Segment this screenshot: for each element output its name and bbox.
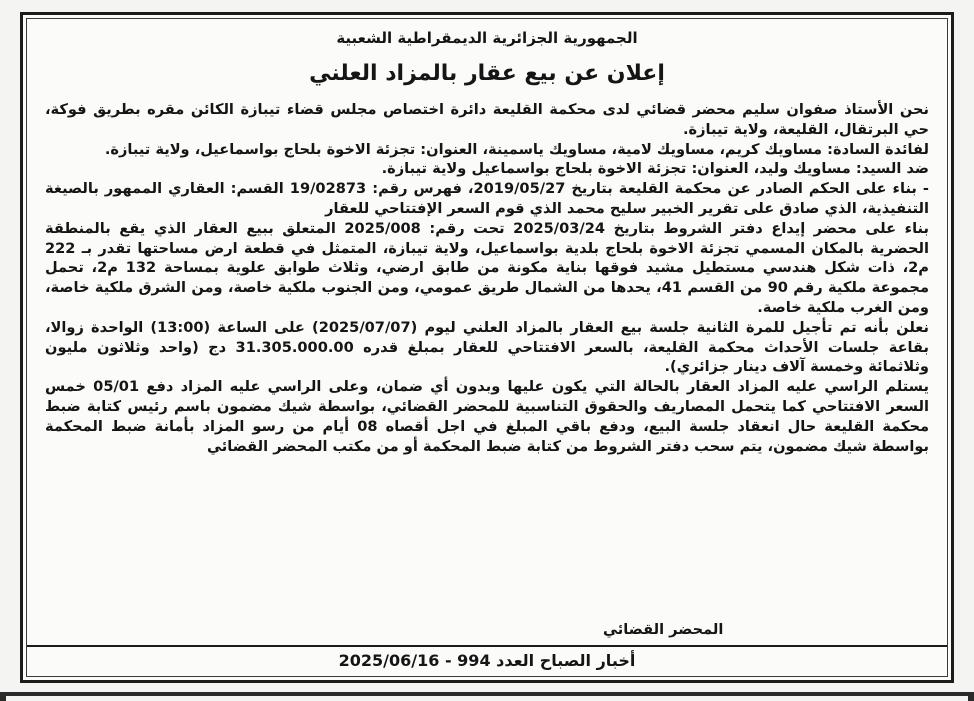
paragraph-judgment: - بناء على الحكم الصادر عن محكمة القليعة بتاريخ 2019/05/27، فهرس رقم: 19/02873 القسم: العقاري الممهور بالصيغة التنفيذية، الذي صادق على تقرير الخبير سليح محمد الذي قوم السعر الإفتتاحي للعقار xyxy=(45,180,929,217)
newspaper-footer: أخبار الصباح العدد 994 - 2025/06/16 xyxy=(338,651,636,670)
next-article-inner xyxy=(6,696,968,701)
signature: المحضر القضائي xyxy=(603,621,724,638)
announcement-title: إعلان عن بيع عقار بالمزاد العلني xyxy=(309,61,665,86)
paragraph-property: بناء على محضر إيداع دفتر الشروط بتاريخ 2025/03/24 تحت رقم: 2025/008 المتعلق ببيع العقار الذي يقع بالمنطقة الحضرية بالمكان المسمي تجزئة الاخوة بلحاج بلدية بواسماعيل، ولاية تيبازة، المتمثل في قطعة ارض مساحتها تقدر بـ 222 م2، ذات شكل هندسي مستطيل مشيد فوقها بناية مكونة من طابق ارضي، وثلاث طوابق علوية بمساحة 132 م2، تحمل مجموعة ملكية رقم 90 من القسم 41، يحدها من الشمال طريق عمومي، ومن الجنوب ملكية خاصة، ومن الشرق ملكية خاصة، ومن الغرب ملكية خاصة. xyxy=(45,219,929,316)
republic-header: الجمهورية الجزائرية الديمقراطية الشعبية xyxy=(336,29,638,47)
paragraph-bailiff: نحن الأستاذ صفوان سليم محضر قضائي لدى محكمة القليعة دائرة اختصاص مجلس قضاء تيبازة الكائن مقره بطريق فوكة، حي البرتقال، القليعة، ولاية تيبازة. xyxy=(45,101,929,138)
paragraph-conditions: يستلم الراسي عليه المزاد العقار بالحالة التي يكون عليها وبدون أي ضمان، وعلى الراسي عليه المزاد دفع 05/01 خمس السعر الافتتاحي كما يتحمل المصاريف والحقوق التناسبية للمحضر القضائي، بواسطة شيك مضمون باسم رئيس كتابة ضبط محكمة القليعة حال انعقاد جلسة البيع، ودفع باقي المبلغ في اجل أقصاه 08 أيام من رسو المزاد بأمانة ضبط المحكمة بواسطة شيك مضمون، يتم سحب دفتر الشروط من كتابة ضبط المحكمة أو من مكتب المحضر القضائي xyxy=(45,378,930,455)
paragraph-beneficiaries: لفائدة السادة: مساويك كريم، مساويك لامية، مساويك ياسمينة، العنوان: تجزئة الاخوة بلحاج بواسماعيل، ولاية تيبازة. xyxy=(104,140,929,158)
paragraph-session: نعلن بأنه تم تأجيل للمرة الثانية جلسة بيع العقار بالمزاد العلني ليوم (2025/07/07) على الساعة (13:00) الواحدة زوالا، بقاعة جلسات الأحداث محكمة القليعة، بالسعر الافتتاحي للعقار بمبلغ قدره 31.305.000.00 دج (واحد وثلاثون مليون وثلاثمائة وخمسة آلاف دينار جزائري). xyxy=(45,318,930,376)
announcement-frame xyxy=(20,12,954,683)
paragraph-against: ضد السيد: مساويك وليد، العنوان: تجزئة الاخوة بلحاج بواسماعيل ولاية تيبازة. xyxy=(381,160,929,178)
announcement-inner-border xyxy=(26,18,948,677)
footer-divider xyxy=(27,645,947,647)
announcement-body xyxy=(45,100,929,456)
